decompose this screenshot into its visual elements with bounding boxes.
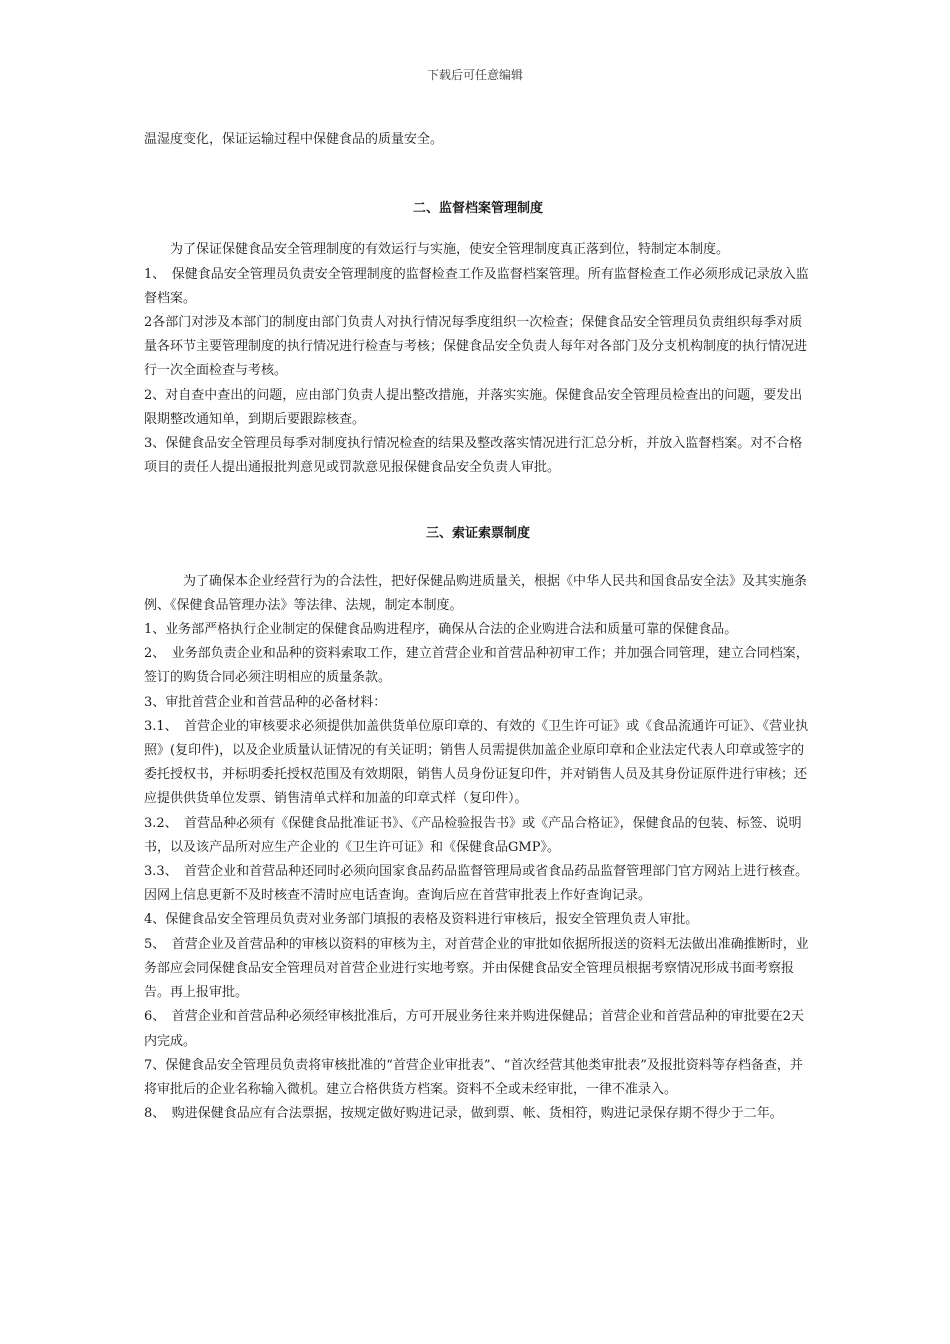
section3-item-paragraph: 2、 业务部负责企业和品种的资料索取工作，建立首营企业和首营品种初审工作；并加强合同管理，建立合同档案，签订的购货合同必须注明相应的质量条款。 bbox=[144, 646, 809, 686]
section3-item-paragraph: 4、保健食品安全管理员负责对业务部门填报的表格及资料进行审核后，报安全管理负责人审批。 bbox=[144, 912, 699, 928]
document-body bbox=[144, 128, 812, 1126]
section3-item-paragraph: 1、业务部严格执行企业制定的保健食品购进程序，确保从合法的企业购进合法和质量可靠的保健食品。 bbox=[144, 622, 738, 638]
section3-item-paragraph: 3.3、 首营企业和首营品种还同时必须向国家食品药品监督管理局或省食品药品监督管理部门官方网站上进行核查。因网上信息更新不及时核查不清时应电话查询。查询后应在首营审批表上作好查询记录。 bbox=[144, 864, 809, 904]
section3-intro-paragraph: 为了确保本企业经营行为的合法性，把好保健品购进质量关，根据《中华人民共和国食品安全法》及其实施条例、《保健食品管理办法》等法律、法规，制定本制度。 bbox=[144, 573, 808, 613]
section1-tail-paragraph: 温湿度变化，保证运输过程中保健食品的质量安全。 bbox=[144, 132, 444, 147]
section2-item-paragraph: 1、 保健食品安全管理员负责安全管理制度的监督检查工作及监督档案管理。所有监督检查工作必须形成记录放入监督档案。 bbox=[144, 266, 809, 306]
section2-intro-paragraph: 为了保证保健食品安全管理制度的有效运行与实施，使安全管理制度真正落到位，特制定本制度。 bbox=[170, 242, 730, 258]
section3-item-paragraph: 5、 首营企业及首营品种的审核以资料的审核为主，对首营企业的审批如依据所报送的资料无法做出准确推断时，业务部应会同保健食品安全管理员对首营企业进行实地考察。并由保健食品安全管理员根据考察情况形成书面考察报告。再上报审批。 bbox=[144, 936, 809, 1001]
section2-item-paragraph: 2、对自查中查出的问题，应由部门负责人提出整改措施，并落实实施。保健食品安全管理员检查出的问题，要发出限期整改通知单，到期后要跟踪核查。 bbox=[144, 387, 803, 427]
section2-title: 二、监督档案管理制度 bbox=[412, 201, 543, 217]
section2-item-paragraph: 2各部门对涉及本部门的制度由部门负责人对执行情况每季度组织一次检查；保健食品安全管理员负责组织每季对质量各环节主要管理制度的执行情况进行检查与考核；保健食品安全负责人每年对各部门及分支机构制度的执行情况进行一次全面检查与考核。 bbox=[144, 315, 808, 379]
section2-item-paragraph: 3、保健食品安全管理员每季对制度执行情况检查的结果及整改落实情况进行汇总分析，并放入监督档案。对不合格项目的责任人提出通报批判意见或罚款意见报保健食品安全负责人审批。 bbox=[144, 436, 803, 476]
page-header: 下载后可任意编辑 bbox=[426, 68, 523, 82]
section3-item-paragraph: 3.1、 首营企业的审核要求必须提供加盖供货单位原印章的、有效的《卫生许可证》或《食品流通许可证》、《营业执照》(复印件)，以及企业质量认证情况的有关证明；销售人员需提供加盖企业原印章和企业法定代表人印章或签字的委托授权书，并标明委托授权范围及有效期限，销售人员身份证复印件，并对销售人员及其身份证原件进行审核；还应提供供货单位发票、销售清单式样和加盖的印章式样（复印件）。 bbox=[144, 718, 809, 807]
section3-title: 三、索证索票制度 bbox=[425, 526, 530, 542]
section3-item-paragraph: 6、 首营企业和首营品种必须经审核批准后，方可开展业务往来并购进保健品；首营企业和首营品种的审批要在2天内完成。 bbox=[144, 1009, 805, 1049]
section3-item-paragraph: 3.2、 首营品种必须有《保健食品批准证书》、《产品检验报告书》或《产品合格证》，保健食品的包装、标签、说明书，以及该产品所对应生产企业的《卫生许可证》和《保健食品GMP》。 bbox=[144, 815, 802, 855]
section3-item-paragraph: 3、审批首营企业和首营品种的必备材料： bbox=[144, 694, 387, 710]
section3-item-paragraph: 7、保健食品安全管理员负责将审核批准的“首营企业审批表”、“首次经营其他类审批表”及报批资料等存档备查，并将审批后的企业名称输入微机。建立合格供货方档案。资料不全或未经审批，一律不准录入。 bbox=[144, 1057, 803, 1097]
section3-item-paragraph: 8、 购进保健食品应有合法票据，按规定做好购进记录，做到票、帐、货相符，购进记录保存期不得少于二年。 bbox=[144, 1106, 783, 1122]
